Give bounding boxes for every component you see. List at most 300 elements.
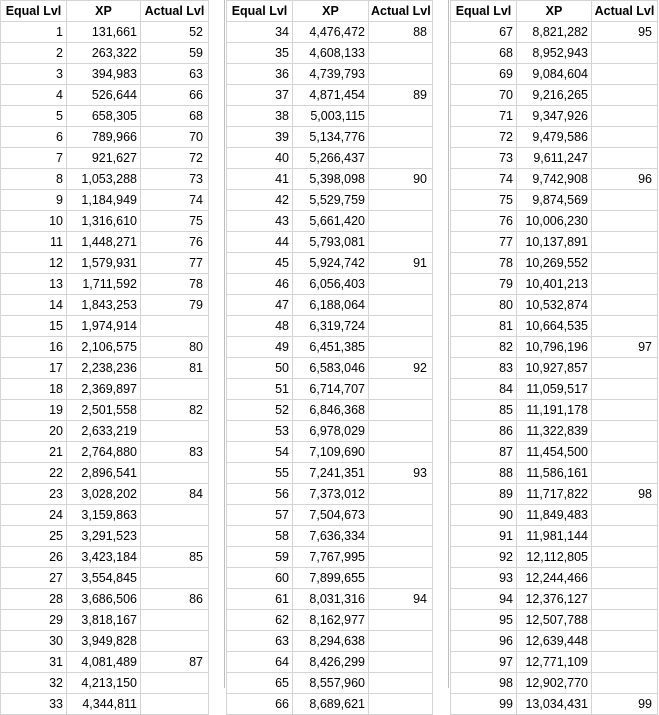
actual-lvl-cell[interactable] [369, 673, 433, 694]
xp-cell[interactable]: 10,137,891 [517, 232, 592, 253]
xp-cell[interactable]: 5,924,742 [293, 253, 369, 274]
actual-lvl-cell[interactable]: 82 [141, 400, 209, 421]
xp-cell[interactable]: 7,899,655 [293, 568, 369, 589]
actual-lvl-cell[interactable] [141, 526, 209, 547]
actual-lvl-cell[interactable]: 73 [141, 169, 209, 190]
xp-cell[interactable]: 5,266,437 [293, 148, 369, 169]
equal-lvl-cell[interactable]: 84 [451, 379, 517, 400]
equal-lvl-cell[interactable]: 85 [451, 400, 517, 421]
actual-lvl-cell[interactable] [369, 190, 433, 211]
xp-cell[interactable]: 12,507,788 [517, 610, 592, 631]
equal-lvl-cell[interactable]: 46 [227, 274, 293, 295]
xp-cell[interactable]: 7,109,690 [293, 442, 369, 463]
actual-lvl-cell[interactable] [141, 694, 209, 715]
actual-lvl-cell[interactable] [592, 673, 658, 694]
equal-lvl-cell[interactable]: 39 [227, 127, 293, 148]
xp-cell[interactable]: 5,793,081 [293, 232, 369, 253]
actual-lvl-cell[interactable] [592, 526, 658, 547]
equal-lvl-cell[interactable]: 23 [1, 484, 67, 505]
actual-lvl-cell[interactable] [592, 379, 658, 400]
actual-lvl-cell[interactable] [592, 127, 658, 148]
actual-lvl-cell[interactable] [369, 610, 433, 631]
equal-lvl-cell[interactable]: 51 [227, 379, 293, 400]
actual-lvl-cell[interactable] [369, 127, 433, 148]
equal-lvl-cell[interactable]: 31 [1, 652, 67, 673]
xp-cell[interactable]: 6,056,403 [293, 274, 369, 295]
actual-lvl-cell[interactable] [141, 631, 209, 652]
actual-lvl-cell[interactable] [369, 295, 433, 316]
equal-lvl-cell[interactable]: 20 [1, 421, 67, 442]
actual-lvl-cell[interactable]: 86 [141, 589, 209, 610]
equal-lvl-cell[interactable]: 30 [1, 631, 67, 652]
actual-lvl-cell[interactable] [369, 568, 433, 589]
actual-lvl-cell[interactable] [369, 337, 433, 358]
xp-cell[interactable]: 7,767,995 [293, 547, 369, 568]
equal-lvl-cell[interactable]: 97 [451, 652, 517, 673]
xp-cell[interactable]: 6,451,385 [293, 337, 369, 358]
xp-cell[interactable]: 2,238,236 [67, 358, 141, 379]
equal-lvl-cell[interactable]: 69 [451, 64, 517, 85]
xp-cell[interactable]: 1,711,592 [67, 274, 141, 295]
xp-cell[interactable]: 6,846,368 [293, 400, 369, 421]
equal-lvl-cell[interactable]: 93 [451, 568, 517, 589]
xp-cell[interactable]: 11,191,178 [517, 400, 592, 421]
actual-lvl-cell[interactable] [369, 211, 433, 232]
equal-lvl-cell[interactable]: 92 [451, 547, 517, 568]
actual-lvl-cell[interactable] [592, 64, 658, 85]
xp-cell[interactable]: 2,764,880 [67, 442, 141, 463]
equal-lvl-cell[interactable]: 80 [451, 295, 517, 316]
xp-cell[interactable]: 9,742,908 [517, 169, 592, 190]
equal-lvl-cell[interactable]: 9 [1, 190, 67, 211]
xp-cell[interactable]: 4,871,454 [293, 85, 369, 106]
xp-cell[interactable]: 11,454,500 [517, 442, 592, 463]
equal-lvl-cell[interactable]: 67 [451, 22, 517, 43]
actual-lvl-cell[interactable] [592, 211, 658, 232]
actual-lvl-cell[interactable]: 81 [141, 358, 209, 379]
actual-lvl-cell[interactable]: 88 [369, 22, 433, 43]
equal-lvl-cell[interactable]: 90 [451, 505, 517, 526]
equal-lvl-cell[interactable]: 98 [451, 673, 517, 694]
xp-cell[interactable]: 7,241,351 [293, 463, 369, 484]
equal-lvl-cell[interactable]: 72 [451, 127, 517, 148]
equal-lvl-cell[interactable]: 22 [1, 463, 67, 484]
actual-lvl-cell[interactable] [592, 568, 658, 589]
actual-lvl-cell[interactable]: 92 [369, 358, 433, 379]
actual-lvl-cell[interactable] [592, 85, 658, 106]
xp-cell[interactable]: 11,322,839 [517, 421, 592, 442]
xp-cell[interactable]: 10,532,874 [517, 295, 592, 316]
xp-cell[interactable]: 1,579,931 [67, 253, 141, 274]
equal-lvl-cell[interactable]: 18 [1, 379, 67, 400]
equal-lvl-cell[interactable]: 79 [451, 274, 517, 295]
header-equal-lvl[interactable]: Equal Lvl [1, 1, 67, 22]
actual-lvl-cell[interactable]: 93 [369, 463, 433, 484]
actual-lvl-cell[interactable] [592, 148, 658, 169]
actual-lvl-cell[interactable]: 72 [141, 148, 209, 169]
actual-lvl-cell[interactable]: 91 [369, 253, 433, 274]
actual-lvl-cell[interactable]: 83 [141, 442, 209, 463]
actual-lvl-cell[interactable] [592, 652, 658, 673]
equal-lvl-cell[interactable]: 17 [1, 358, 67, 379]
actual-lvl-cell[interactable]: 90 [369, 169, 433, 190]
actual-lvl-cell[interactable] [141, 505, 209, 526]
xp-cell[interactable]: 2,896,541 [67, 463, 141, 484]
equal-lvl-cell[interactable]: 87 [451, 442, 517, 463]
actual-lvl-cell[interactable]: 63 [141, 64, 209, 85]
actual-lvl-cell[interactable]: 68 [141, 106, 209, 127]
actual-lvl-cell[interactable] [369, 547, 433, 568]
xp-cell[interactable]: 4,081,489 [67, 652, 141, 673]
xp-cell[interactable]: 131,661 [67, 22, 141, 43]
xp-cell[interactable]: 2,369,897 [67, 379, 141, 400]
equal-lvl-cell[interactable]: 56 [227, 484, 293, 505]
equal-lvl-cell[interactable]: 48 [227, 316, 293, 337]
equal-lvl-cell[interactable]: 57 [227, 505, 293, 526]
actual-lvl-cell[interactable]: 76 [141, 232, 209, 253]
equal-lvl-cell[interactable]: 12 [1, 253, 67, 274]
xp-cell[interactable]: 4,608,133 [293, 43, 369, 64]
xp-cell[interactable]: 3,949,828 [67, 631, 141, 652]
xp-cell[interactable]: 3,686,506 [67, 589, 141, 610]
xp-cell[interactable]: 3,554,845 [67, 568, 141, 589]
equal-lvl-cell[interactable]: 74 [451, 169, 517, 190]
actual-lvl-cell[interactable] [592, 505, 658, 526]
xp-cell[interactable]: 12,639,448 [517, 631, 592, 652]
xp-cell[interactable]: 7,636,334 [293, 526, 369, 547]
actual-lvl-cell[interactable] [369, 64, 433, 85]
equal-lvl-cell[interactable]: 24 [1, 505, 67, 526]
actual-lvl-cell[interactable] [141, 421, 209, 442]
xp-cell[interactable]: 8,952,943 [517, 43, 592, 64]
equal-lvl-cell[interactable]: 37 [227, 85, 293, 106]
actual-lvl-cell[interactable]: 95 [592, 22, 658, 43]
equal-lvl-cell[interactable]: 82 [451, 337, 517, 358]
actual-lvl-cell[interactable] [141, 568, 209, 589]
equal-lvl-cell[interactable]: 77 [451, 232, 517, 253]
actual-lvl-cell[interactable] [141, 463, 209, 484]
xp-cell[interactable]: 1,184,949 [67, 190, 141, 211]
equal-lvl-cell[interactable]: 26 [1, 547, 67, 568]
equal-lvl-cell[interactable]: 2 [1, 43, 67, 64]
xp-cell[interactable]: 263,322 [67, 43, 141, 64]
actual-lvl-cell[interactable]: 74 [141, 190, 209, 211]
actual-lvl-cell[interactable]: 84 [141, 484, 209, 505]
equal-lvl-cell[interactable]: 25 [1, 526, 67, 547]
xp-cell[interactable]: 8,294,638 [293, 631, 369, 652]
xp-cell[interactable]: 9,216,265 [517, 85, 592, 106]
actual-lvl-cell[interactable]: 96 [592, 169, 658, 190]
xp-cell[interactable]: 6,188,064 [293, 295, 369, 316]
header-xp[interactable]: XP [517, 1, 592, 22]
actual-lvl-cell[interactable] [369, 379, 433, 400]
xp-cell[interactable]: 1,974,914 [67, 316, 141, 337]
actual-lvl-cell[interactable] [369, 421, 433, 442]
equal-lvl-cell[interactable]: 86 [451, 421, 517, 442]
xp-cell[interactable]: 12,376,127 [517, 589, 592, 610]
equal-lvl-cell[interactable]: 96 [451, 631, 517, 652]
equal-lvl-cell[interactable]: 27 [1, 568, 67, 589]
header-equal-lvl[interactable]: Equal Lvl [451, 1, 517, 22]
xp-cell[interactable]: 7,373,012 [293, 484, 369, 505]
xp-cell[interactable]: 8,821,282 [517, 22, 592, 43]
actual-lvl-cell[interactable] [369, 442, 433, 463]
actual-lvl-cell[interactable] [592, 358, 658, 379]
header-actual-lvl[interactable]: Actual Lvl [369, 1, 433, 22]
equal-lvl-cell[interactable]: 14 [1, 295, 67, 316]
equal-lvl-cell[interactable]: 49 [227, 337, 293, 358]
actual-lvl-cell[interactable] [369, 43, 433, 64]
equal-lvl-cell[interactable]: 95 [451, 610, 517, 631]
equal-lvl-cell[interactable]: 7 [1, 148, 67, 169]
xp-cell[interactable]: 8,689,621 [293, 694, 369, 715]
actual-lvl-cell[interactable] [369, 106, 433, 127]
equal-lvl-cell[interactable]: 64 [227, 652, 293, 673]
actual-lvl-cell[interactable] [592, 463, 658, 484]
actual-lvl-cell[interactable] [592, 253, 658, 274]
actual-lvl-cell[interactable] [592, 43, 658, 64]
equal-lvl-cell[interactable]: 52 [227, 400, 293, 421]
equal-lvl-cell[interactable]: 70 [451, 85, 517, 106]
equal-lvl-cell[interactable]: 41 [227, 169, 293, 190]
equal-lvl-cell[interactable]: 78 [451, 253, 517, 274]
actual-lvl-cell[interactable] [592, 610, 658, 631]
equal-lvl-cell[interactable]: 62 [227, 610, 293, 631]
equal-lvl-cell[interactable]: 19 [1, 400, 67, 421]
xp-cell[interactable]: 10,796,196 [517, 337, 592, 358]
equal-lvl-cell[interactable]: 11 [1, 232, 67, 253]
equal-lvl-cell[interactable]: 66 [227, 694, 293, 715]
actual-lvl-cell[interactable]: 89 [369, 85, 433, 106]
equal-lvl-cell[interactable]: 71 [451, 106, 517, 127]
xp-cell[interactable]: 6,319,724 [293, 316, 369, 337]
equal-lvl-cell[interactable]: 76 [451, 211, 517, 232]
actual-lvl-cell[interactable]: 87 [141, 652, 209, 673]
xp-cell[interactable]: 9,084,604 [517, 64, 592, 85]
xp-cell[interactable]: 921,627 [67, 148, 141, 169]
actual-lvl-cell[interactable] [141, 316, 209, 337]
xp-cell[interactable]: 10,269,552 [517, 253, 592, 274]
equal-lvl-cell[interactable]: 35 [227, 43, 293, 64]
xp-cell[interactable]: 13,034,431 [517, 694, 592, 715]
xp-cell[interactable]: 8,162,977 [293, 610, 369, 631]
actual-lvl-cell[interactable] [592, 106, 658, 127]
equal-lvl-cell[interactable]: 47 [227, 295, 293, 316]
xp-cell[interactable]: 10,927,857 [517, 358, 592, 379]
equal-lvl-cell[interactable]: 89 [451, 484, 517, 505]
equal-lvl-cell[interactable]: 3 [1, 64, 67, 85]
xp-cell[interactable]: 10,401,213 [517, 274, 592, 295]
xp-cell[interactable]: 3,159,863 [67, 505, 141, 526]
actual-lvl-cell[interactable] [592, 316, 658, 337]
equal-lvl-cell[interactable]: 29 [1, 610, 67, 631]
xp-cell[interactable]: 2,106,575 [67, 337, 141, 358]
actual-lvl-cell[interactable] [592, 631, 658, 652]
actual-lvl-cell[interactable] [369, 148, 433, 169]
actual-lvl-cell[interactable]: 52 [141, 22, 209, 43]
equal-lvl-cell[interactable]: 68 [451, 43, 517, 64]
xp-cell[interactable]: 12,112,805 [517, 547, 592, 568]
actual-lvl-cell[interactable] [369, 694, 433, 715]
equal-lvl-cell[interactable]: 10 [1, 211, 67, 232]
actual-lvl-cell[interactable] [369, 631, 433, 652]
xp-cell[interactable]: 658,305 [67, 106, 141, 127]
equal-lvl-cell[interactable]: 1 [1, 22, 67, 43]
equal-lvl-cell[interactable]: 13 [1, 274, 67, 295]
xp-cell[interactable]: 4,344,811 [67, 694, 141, 715]
equal-lvl-cell[interactable]: 65 [227, 673, 293, 694]
header-actual-lvl[interactable]: Actual Lvl [592, 1, 658, 22]
equal-lvl-cell[interactable]: 36 [227, 64, 293, 85]
header-equal-lvl[interactable]: Equal Lvl [227, 1, 293, 22]
actual-lvl-cell[interactable]: 99 [592, 694, 658, 715]
equal-lvl-cell[interactable]: 60 [227, 568, 293, 589]
xp-cell[interactable]: 2,633,219 [67, 421, 141, 442]
actual-lvl-cell[interactable] [369, 232, 433, 253]
actual-lvl-cell[interactable]: 80 [141, 337, 209, 358]
equal-lvl-cell[interactable]: 21 [1, 442, 67, 463]
xp-cell[interactable]: 11,059,517 [517, 379, 592, 400]
actual-lvl-cell[interactable]: 97 [592, 337, 658, 358]
xp-cell[interactable]: 9,479,586 [517, 127, 592, 148]
equal-lvl-cell[interactable]: 40 [227, 148, 293, 169]
actual-lvl-cell[interactable]: 85 [141, 547, 209, 568]
xp-cell[interactable]: 3,423,184 [67, 547, 141, 568]
equal-lvl-cell[interactable]: 53 [227, 421, 293, 442]
actual-lvl-cell[interactable] [369, 316, 433, 337]
actual-lvl-cell[interactable] [592, 190, 658, 211]
xp-cell[interactable]: 1,843,253 [67, 295, 141, 316]
xp-cell[interactable]: 5,398,098 [293, 169, 369, 190]
actual-lvl-cell[interactable] [369, 652, 433, 673]
equal-lvl-cell[interactable]: 99 [451, 694, 517, 715]
xp-cell[interactable]: 1,053,288 [67, 169, 141, 190]
xp-cell[interactable]: 3,291,523 [67, 526, 141, 547]
xp-cell[interactable]: 789,966 [67, 127, 141, 148]
xp-cell[interactable]: 9,611,247 [517, 148, 592, 169]
xp-cell[interactable]: 8,426,299 [293, 652, 369, 673]
actual-lvl-cell[interactable] [592, 421, 658, 442]
xp-cell[interactable]: 11,981,144 [517, 526, 592, 547]
equal-lvl-cell[interactable]: 75 [451, 190, 517, 211]
xp-cell[interactable]: 1,448,271 [67, 232, 141, 253]
actual-lvl-cell[interactable]: 94 [369, 589, 433, 610]
equal-lvl-cell[interactable]: 73 [451, 148, 517, 169]
xp-cell[interactable]: 8,557,960 [293, 673, 369, 694]
xp-cell[interactable]: 9,874,569 [517, 190, 592, 211]
actual-lvl-cell[interactable] [592, 547, 658, 568]
equal-lvl-cell[interactable]: 5 [1, 106, 67, 127]
xp-cell[interactable]: 6,714,707 [293, 379, 369, 400]
xp-cell[interactable]: 7,504,673 [293, 505, 369, 526]
actual-lvl-cell[interactable]: 66 [141, 85, 209, 106]
equal-lvl-cell[interactable]: 94 [451, 589, 517, 610]
equal-lvl-cell[interactable]: 16 [1, 337, 67, 358]
equal-lvl-cell[interactable]: 50 [227, 358, 293, 379]
xp-cell[interactable]: 4,476,472 [293, 22, 369, 43]
equal-lvl-cell[interactable]: 59 [227, 547, 293, 568]
equal-lvl-cell[interactable]: 55 [227, 463, 293, 484]
equal-lvl-cell[interactable]: 83 [451, 358, 517, 379]
actual-lvl-cell[interactable]: 75 [141, 211, 209, 232]
equal-lvl-cell[interactable]: 4 [1, 85, 67, 106]
actual-lvl-cell[interactable] [592, 400, 658, 421]
equal-lvl-cell[interactable]: 42 [227, 190, 293, 211]
actual-lvl-cell[interactable] [592, 274, 658, 295]
actual-lvl-cell[interactable]: 98 [592, 484, 658, 505]
xp-cell[interactable]: 2,501,558 [67, 400, 141, 421]
xp-cell[interactable]: 11,586,161 [517, 463, 592, 484]
actual-lvl-cell[interactable] [592, 442, 658, 463]
equal-lvl-cell[interactable]: 43 [227, 211, 293, 232]
xp-cell[interactable]: 1,316,610 [67, 211, 141, 232]
xp-cell[interactable]: 9,347,926 [517, 106, 592, 127]
xp-cell[interactable]: 6,583,046 [293, 358, 369, 379]
actual-lvl-cell[interactable]: 79 [141, 295, 209, 316]
equal-lvl-cell[interactable]: 61 [227, 589, 293, 610]
equal-lvl-cell[interactable]: 15 [1, 316, 67, 337]
equal-lvl-cell[interactable]: 45 [227, 253, 293, 274]
actual-lvl-cell[interactable] [141, 610, 209, 631]
actual-lvl-cell[interactable] [141, 379, 209, 400]
xp-cell[interactable]: 3,028,202 [67, 484, 141, 505]
actual-lvl-cell[interactable] [592, 232, 658, 253]
actual-lvl-cell[interactable] [369, 484, 433, 505]
header-xp[interactable]: XP [67, 1, 141, 22]
equal-lvl-cell[interactable]: 32 [1, 673, 67, 694]
equal-lvl-cell[interactable]: 28 [1, 589, 67, 610]
actual-lvl-cell[interactable] [369, 526, 433, 547]
header-xp[interactable]: XP [293, 1, 369, 22]
xp-cell[interactable]: 3,818,167 [67, 610, 141, 631]
actual-lvl-cell[interactable]: 77 [141, 253, 209, 274]
xp-cell[interactable]: 5,661,420 [293, 211, 369, 232]
equal-lvl-cell[interactable]: 58 [227, 526, 293, 547]
equal-lvl-cell[interactable]: 54 [227, 442, 293, 463]
actual-lvl-cell[interactable] [369, 400, 433, 421]
xp-cell[interactable]: 526,644 [67, 85, 141, 106]
equal-lvl-cell[interactable]: 44 [227, 232, 293, 253]
xp-cell[interactable]: 12,902,770 [517, 673, 592, 694]
xp-cell[interactable]: 4,213,150 [67, 673, 141, 694]
equal-lvl-cell[interactable]: 91 [451, 526, 517, 547]
actual-lvl-cell[interactable]: 70 [141, 127, 209, 148]
actual-lvl-cell[interactable] [141, 673, 209, 694]
xp-cell[interactable]: 8,031,316 [293, 589, 369, 610]
equal-lvl-cell[interactable]: 8 [1, 169, 67, 190]
xp-cell[interactable]: 4,739,793 [293, 64, 369, 85]
xp-cell[interactable]: 11,717,822 [517, 484, 592, 505]
xp-cell[interactable]: 5,003,115 [293, 106, 369, 127]
actual-lvl-cell[interactable] [369, 274, 433, 295]
xp-cell[interactable]: 12,771,109 [517, 652, 592, 673]
xp-cell[interactable]: 394,983 [67, 64, 141, 85]
equal-lvl-cell[interactable]: 34 [227, 22, 293, 43]
actual-lvl-cell[interactable] [592, 589, 658, 610]
xp-cell[interactable]: 5,134,776 [293, 127, 369, 148]
xp-cell[interactable]: 10,664,535 [517, 316, 592, 337]
xp-cell[interactable]: 6,978,029 [293, 421, 369, 442]
actual-lvl-cell[interactable] [369, 505, 433, 526]
equal-lvl-cell[interactable]: 38 [227, 106, 293, 127]
xp-cell[interactable]: 10,006,230 [517, 211, 592, 232]
xp-cell[interactable]: 5,529,759 [293, 190, 369, 211]
actual-lvl-cell[interactable]: 59 [141, 43, 209, 64]
equal-lvl-cell[interactable]: 88 [451, 463, 517, 484]
actual-lvl-cell[interactable] [592, 295, 658, 316]
equal-lvl-cell[interactable]: 6 [1, 127, 67, 148]
equal-lvl-cell[interactable]: 63 [227, 631, 293, 652]
